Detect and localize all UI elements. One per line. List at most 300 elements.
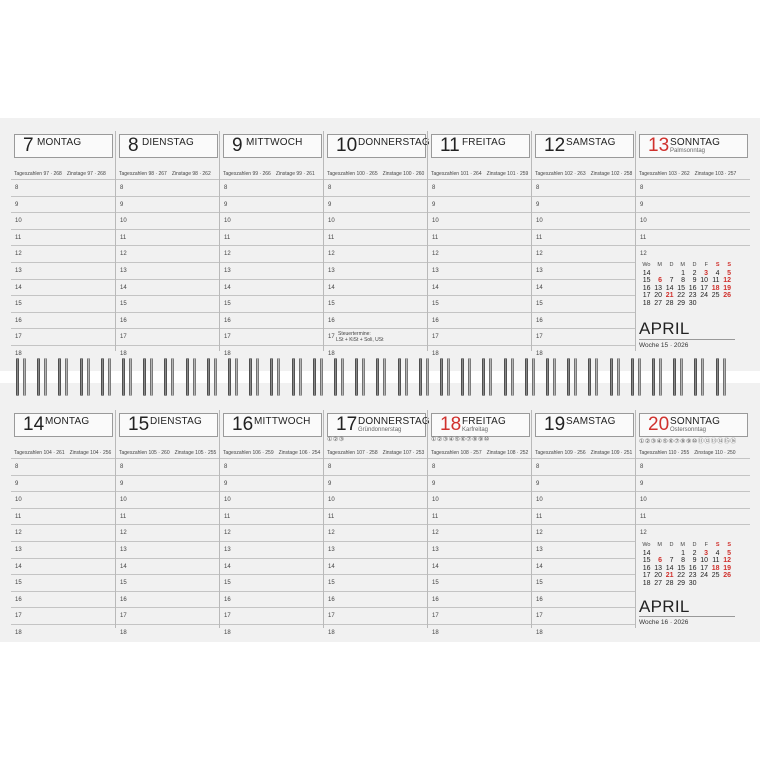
hour-label: 13 <box>120 267 127 274</box>
date-cell: 20 <box>654 572 662 580</box>
day-header <box>14 413 113 437</box>
hour-row[interactable] <box>324 179 428 196</box>
day-name: SAMSTAG <box>566 416 616 427</box>
binding-ring <box>270 358 281 396</box>
hour-row[interactable] <box>324 212 428 229</box>
hour-row[interactable] <box>532 262 636 279</box>
hour-row[interactable] <box>428 624 532 641</box>
hour-rows <box>636 458 750 541</box>
day-of-year-count: Tageszahlen 104 · 261 <box>14 450 65 456</box>
hour-label: 14 <box>432 284 439 291</box>
mini-calendar-header <box>639 262 739 270</box>
hour-label: 10 <box>224 497 231 504</box>
hour-row[interactable] <box>116 196 220 213</box>
day-header <box>431 413 530 437</box>
hour-row[interactable] <box>11 245 115 262</box>
hour-label: 13 <box>328 546 335 553</box>
day-count-line <box>327 171 426 179</box>
hour-row[interactable] <box>220 458 324 475</box>
date-cell <box>720 300 732 308</box>
hour-row[interactable] <box>532 196 636 213</box>
hour-label: 9 <box>120 480 124 487</box>
hour-row[interactable] <box>220 475 324 492</box>
hour-label: 12 <box>120 251 127 258</box>
hour-row[interactable] <box>324 458 428 475</box>
hour-row[interactable] <box>636 245 750 262</box>
hour-row[interactable] <box>220 295 324 312</box>
date-cell: 8 <box>681 277 685 285</box>
hour-row[interactable] <box>428 574 532 591</box>
hour-row[interactable] <box>428 475 532 492</box>
hour-row[interactable] <box>116 508 220 525</box>
hour-label: 8 <box>432 185 436 191</box>
hour-row[interactable] <box>532 524 636 541</box>
mini-calendar-week <box>639 285 739 293</box>
hour-row[interactable] <box>11 541 115 558</box>
hour-row[interactable] <box>324 607 428 624</box>
hour-label: 10 <box>15 497 22 504</box>
day-column <box>635 131 750 351</box>
hour-row[interactable] <box>11 624 115 641</box>
hour-row[interactable] <box>220 574 324 591</box>
binding-ring <box>16 358 27 396</box>
hour-row[interactable] <box>324 508 428 525</box>
binding-ring <box>567 358 578 396</box>
spiral-binding <box>0 354 760 402</box>
week-number: 15 <box>642 277 651 285</box>
mini-month-calendar <box>639 262 739 308</box>
hour-row[interactable] <box>220 591 324 608</box>
hour-row[interactable] <box>636 524 750 541</box>
hour-row[interactable] <box>116 524 220 541</box>
hour-label: 11 <box>432 513 439 520</box>
hour-row[interactable] <box>220 541 324 558</box>
date-cell: 14 <box>665 564 674 572</box>
hour-row[interactable] <box>220 196 324 213</box>
hour-row[interactable] <box>428 591 532 608</box>
date-cell: 27 <box>654 299 662 307</box>
weekday-initial: Wo <box>642 542 651 548</box>
hour-row[interactable] <box>220 245 324 262</box>
hour-row[interactable] <box>428 229 532 246</box>
hour-row[interactable] <box>532 179 636 196</box>
hour-label: 17 <box>15 613 22 620</box>
hour-row[interactable] <box>11 607 115 624</box>
hour-label: 10 <box>120 218 127 225</box>
hour-row[interactable] <box>220 279 324 296</box>
hour-label: 12 <box>432 251 439 258</box>
hour-row[interactable] <box>636 179 750 196</box>
day-count-line <box>119 171 218 179</box>
hour-label: 11 <box>328 513 335 520</box>
month-title: APRIL <box>639 597 690 616</box>
hour-row[interactable] <box>428 524 532 541</box>
hour-row[interactable] <box>116 475 220 492</box>
day-column <box>11 410 115 636</box>
hour-label: 8 <box>224 185 228 191</box>
hour-row[interactable] <box>11 179 115 196</box>
hour-label: 11 <box>120 234 127 241</box>
day-name: MONTAG <box>37 137 82 148</box>
hour-row[interactable] <box>220 212 324 229</box>
interest-day-count: Zinstage 107 · 253 <box>382 450 425 456</box>
hour-row[interactable] <box>428 312 532 329</box>
hour-row[interactable] <box>636 458 750 475</box>
hour-row[interactable] <box>116 179 220 196</box>
hour-row[interactable] <box>11 328 115 345</box>
hour-row[interactable] <box>428 262 532 279</box>
day-count-line <box>639 450 748 458</box>
day-name: MITTWOCH <box>246 137 303 148</box>
hour-row[interactable] <box>116 212 220 229</box>
hour-row[interactable] <box>428 279 532 296</box>
hour-row[interactable] <box>324 574 428 591</box>
hour-label: 13 <box>224 546 231 553</box>
hour-row[interactable] <box>220 607 324 624</box>
interest-day-count: Zinstage 101 · 259 <box>486 171 529 177</box>
hour-row[interactable] <box>11 212 115 229</box>
hour-row[interactable] <box>220 328 324 345</box>
hour-row[interactable] <box>220 524 324 541</box>
week-number: 17 <box>642 572 651 580</box>
hour-label: 17 <box>432 613 439 620</box>
hour-label: 8 <box>536 185 540 191</box>
hour-row[interactable] <box>116 624 220 641</box>
hour-row[interactable] <box>116 458 220 475</box>
day-name: DONNERSTAG <box>358 416 430 427</box>
day-column <box>531 410 636 636</box>
date-cell: 30 <box>688 299 697 307</box>
hour-row[interactable] <box>220 262 324 279</box>
hour-row[interactable] <box>324 262 428 279</box>
binding-ring <box>461 358 472 396</box>
mini-calendar-week <box>639 572 739 580</box>
date-cell <box>651 550 663 558</box>
hour-row[interactable] <box>428 491 532 508</box>
hour-label: 10 <box>432 497 439 504</box>
hour-label: 13 <box>432 267 439 274</box>
week-label: Woche 15 · 2026 <box>639 339 735 349</box>
date-cell <box>720 580 732 588</box>
date-cell: 17 <box>700 564 708 572</box>
hour-row[interactable] <box>116 262 220 279</box>
day-name: DIENSTAG <box>150 416 202 427</box>
week-number: 14 <box>642 549 651 557</box>
day-header <box>119 134 218 158</box>
hour-row[interactable] <box>324 312 428 329</box>
hour-row[interactable] <box>116 229 220 246</box>
day-column <box>323 131 430 357</box>
hour-row[interactable] <box>116 328 220 345</box>
hour-row[interactable] <box>116 591 220 608</box>
hour-label: 14 <box>120 284 127 291</box>
date-cell: 16 <box>688 284 697 292</box>
hour-row[interactable] <box>11 475 115 492</box>
hour-row[interactable] <box>11 262 115 279</box>
date-cell: 11 <box>712 557 720 565</box>
hour-label: 10 <box>328 218 335 225</box>
hour-row[interactable] <box>324 524 428 541</box>
hour-row[interactable] <box>324 279 428 296</box>
hour-row[interactable] <box>116 558 220 575</box>
hour-label: 15 <box>15 301 22 308</box>
hour-row[interactable] <box>428 179 532 196</box>
hour-label: 11 <box>640 234 647 241</box>
day-number: 13 <box>648 135 670 156</box>
hour-rows <box>220 458 324 641</box>
date-cell: 25 <box>711 572 720 580</box>
week-number: 16 <box>642 284 651 292</box>
hour-row[interactable] <box>324 245 428 262</box>
hour-row[interactable] <box>11 229 115 246</box>
hour-row[interactable] <box>116 574 220 591</box>
hour-label: 14 <box>328 284 335 291</box>
hour-row[interactable] <box>11 508 115 525</box>
hour-row[interactable] <box>220 508 324 525</box>
hour-row[interactable] <box>11 558 115 575</box>
hour-row[interactable] <box>116 541 220 558</box>
hour-row[interactable] <box>636 491 750 508</box>
hour-label: 9 <box>120 201 124 208</box>
hour-row[interactable] <box>428 295 532 312</box>
hour-label: 15 <box>224 580 231 587</box>
day-number: 9 <box>232 135 243 156</box>
binding-ring <box>164 358 175 396</box>
hour-row[interactable] <box>324 541 428 558</box>
hour-label: 8 <box>224 464 228 470</box>
hour-row[interactable] <box>532 279 636 296</box>
hour-label: 18 <box>15 629 22 636</box>
date-cell: 25 <box>711 292 720 300</box>
hour-label: 11 <box>120 513 127 520</box>
hour-label: 9 <box>15 480 19 487</box>
hour-row[interactable] <box>220 558 324 575</box>
hour-row[interactable] <box>428 245 532 262</box>
hour-row[interactable] <box>532 591 636 608</box>
week-1 <box>11 131 749 357</box>
school-holiday-symbols: ①②③④⑤⑥⑦⑧⑨⑩⑪⑫⑬⑭⑮⑯ <box>639 439 737 445</box>
hour-label: 13 <box>536 546 543 553</box>
date-cell: 10 <box>700 557 708 565</box>
hour-row[interactable] <box>532 328 636 345</box>
hour-row[interactable] <box>428 508 532 525</box>
date-cell: 6 <box>658 277 662 285</box>
day-count-line <box>327 450 426 458</box>
hour-row[interactable] <box>428 541 532 558</box>
hour-row[interactable] <box>636 196 750 213</box>
hour-label: 17 <box>224 334 231 341</box>
day-number: 19 <box>544 414 566 435</box>
hour-row[interactable] <box>116 245 220 262</box>
hour-row[interactable] <box>324 196 428 213</box>
hour-row[interactable] <box>324 229 428 246</box>
hour-label: 13 <box>536 267 543 274</box>
hour-row[interactable] <box>636 212 750 229</box>
hour-row[interactable] <box>532 624 636 641</box>
week-number: 18 <box>642 299 651 307</box>
hour-label: 15 <box>328 301 335 308</box>
hour-row[interactable] <box>324 591 428 608</box>
hour-row[interactable] <box>428 212 532 229</box>
date-cell: 1 <box>681 269 685 277</box>
hour-label: 15 <box>432 580 439 587</box>
hour-label: 11 <box>224 513 231 520</box>
hour-row[interactable] <box>532 491 636 508</box>
hour-row[interactable] <box>532 295 636 312</box>
hour-row[interactable] <box>220 624 324 641</box>
hour-rows <box>636 179 750 262</box>
date-cell: 26 <box>723 292 731 300</box>
date-cell: 2 <box>692 549 697 557</box>
hour-row[interactable] <box>11 524 115 541</box>
binding-ring <box>228 358 239 396</box>
hour-row[interactable] <box>324 491 428 508</box>
hour-row[interactable] <box>428 196 532 213</box>
hour-row[interactable] <box>532 312 636 329</box>
day-of-year-count: Tageszahlen 105 · 260 <box>119 450 170 456</box>
hour-row[interactable] <box>11 196 115 213</box>
day-count-line <box>223 171 322 179</box>
hour-row[interactable] <box>532 245 636 262</box>
hour-row[interactable] <box>116 491 220 508</box>
hour-row[interactable] <box>532 574 636 591</box>
hour-label: 18 <box>432 350 439 357</box>
hour-row[interactable] <box>532 212 636 229</box>
day-name: SAMSTAG <box>566 137 616 148</box>
hour-label: 10 <box>640 497 647 504</box>
day-column <box>427 410 532 636</box>
hour-row[interactable] <box>532 229 636 246</box>
binding-ring <box>122 358 133 396</box>
hour-label: 9 <box>224 480 228 487</box>
week-number: 16 <box>642 564 651 572</box>
school-holiday-symbols: ①②③ <box>327 437 345 443</box>
mini-calendar-week <box>639 292 739 300</box>
hour-row[interactable] <box>116 607 220 624</box>
binding-ring <box>207 358 218 396</box>
hour-row[interactable] <box>532 475 636 492</box>
date-cell: 15 <box>677 564 685 572</box>
hour-label: 14 <box>536 563 543 570</box>
date-cell <box>697 300 709 308</box>
hour-row[interactable] <box>324 624 428 641</box>
hour-label: 8 <box>120 464 124 470</box>
hour-row[interactable] <box>324 558 428 575</box>
hour-label: 10 <box>432 218 439 225</box>
hour-row[interactable] <box>324 295 428 312</box>
date-cell: 22 <box>677 292 685 300</box>
hour-row[interactable] <box>11 279 115 296</box>
hour-label: 15 <box>120 301 127 308</box>
hour-row[interactable] <box>11 458 115 475</box>
interest-day-count: Zinstage 99 · 261 <box>275 171 315 177</box>
hour-row[interactable] <box>428 558 532 575</box>
hour-row[interactable] <box>532 607 636 624</box>
hour-row[interactable] <box>532 558 636 575</box>
hour-row[interactable] <box>11 491 115 508</box>
day-column <box>219 410 324 636</box>
hour-label: 14 <box>224 284 231 291</box>
day-count-line <box>14 171 113 179</box>
hour-row[interactable] <box>220 312 324 329</box>
interest-day-count: Zinstage 104 · 256 <box>69 450 112 456</box>
hour-row[interactable] <box>428 328 532 345</box>
binding-ring <box>58 358 69 396</box>
hour-row[interactable] <box>220 491 324 508</box>
hour-row[interactable] <box>532 541 636 558</box>
hour-row[interactable] <box>220 229 324 246</box>
date-cell: 12 <box>723 277 731 285</box>
hour-row[interactable] <box>636 475 750 492</box>
hour-label: 17 <box>328 613 335 620</box>
mini-calendar-week <box>639 565 739 573</box>
date-cell <box>662 550 674 558</box>
binding-ring <box>37 358 48 396</box>
day-column <box>115 410 220 636</box>
day-header <box>535 134 634 158</box>
hour-label: 18 <box>224 629 231 636</box>
date-cell: 17 <box>700 284 708 292</box>
day-of-year-count: Tageszahlen 99 · 266 <box>223 171 271 177</box>
date-cell <box>662 270 674 278</box>
hour-row[interactable] <box>636 508 750 525</box>
hour-row[interactable] <box>428 607 532 624</box>
weekday-initial: S <box>727 542 731 548</box>
hour-label: 12 <box>640 251 647 258</box>
mini-calendar-header <box>639 542 739 550</box>
hour-row[interactable] <box>636 229 750 246</box>
hour-label: 12 <box>328 251 335 258</box>
hour-label: 10 <box>536 497 543 504</box>
binding-ring <box>101 358 112 396</box>
day-column <box>635 410 750 628</box>
hour-row[interactable] <box>11 591 115 608</box>
hour-label: 17 <box>536 613 543 620</box>
day-header <box>223 134 322 158</box>
weekday-initial: M <box>680 542 685 548</box>
hour-label: 12 <box>224 530 231 537</box>
hour-label: 17 <box>15 334 22 341</box>
hour-row[interactable] <box>428 458 532 475</box>
hour-row[interactable] <box>11 295 115 312</box>
hour-label: 10 <box>328 497 335 504</box>
day-name: DONNERSTAG <box>358 137 430 148</box>
binding-ring <box>419 358 430 396</box>
hour-row[interactable] <box>532 458 636 475</box>
week-number: 15 <box>642 557 651 565</box>
hour-row[interactable] <box>324 475 428 492</box>
day-header <box>14 134 113 158</box>
hour-label: 8 <box>328 185 332 191</box>
day-number: 18 <box>440 414 462 435</box>
hour-row[interactable] <box>116 295 220 312</box>
hour-row[interactable] <box>11 574 115 591</box>
day-header <box>223 413 322 437</box>
binding-ring <box>143 358 154 396</box>
hour-label: 10 <box>224 218 231 225</box>
hour-row[interactable] <box>220 179 324 196</box>
hour-row[interactable] <box>11 312 115 329</box>
hour-row[interactable] <box>116 312 220 329</box>
day-count-line <box>223 450 322 458</box>
date-cell: 27 <box>654 579 662 587</box>
hour-label: 18 <box>328 350 335 357</box>
hour-row[interactable] <box>116 279 220 296</box>
binding-ring <box>249 358 260 396</box>
hour-row[interactable] <box>532 508 636 525</box>
day-column <box>427 131 532 357</box>
hour-label: 18 <box>328 629 335 636</box>
